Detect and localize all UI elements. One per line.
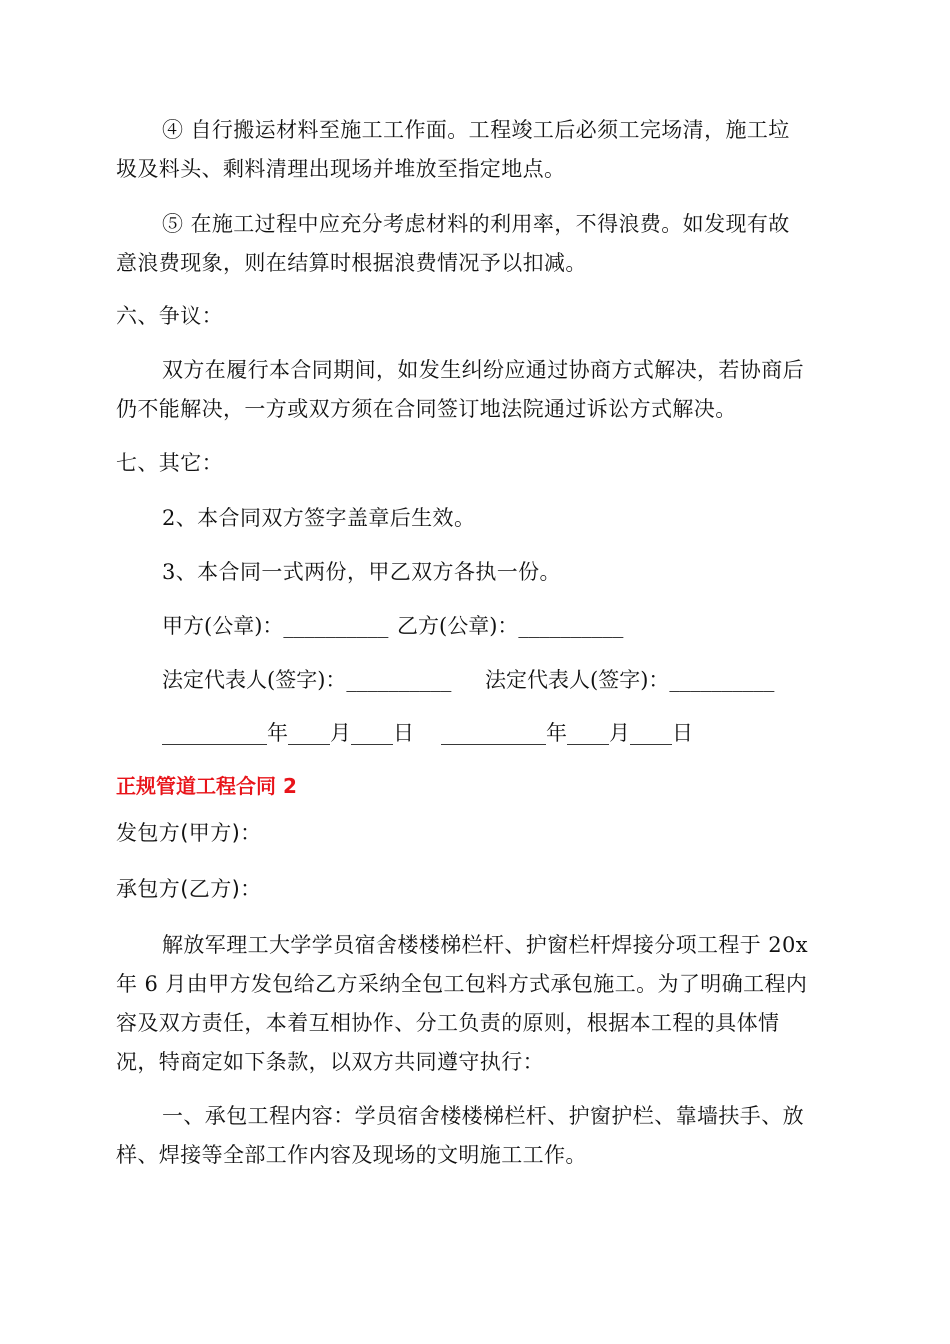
other-item-2: 2、本合同双方签字盖章后生效。 bbox=[162, 506, 476, 530]
other-item-3: 3、本合同一式两份，甲乙双方各执一份。 bbox=[162, 560, 561, 584]
party-a-seal-field: 甲方(公章)：__________ bbox=[162, 614, 389, 638]
rep-a-sign-field: 法定代表人(签字)：__________ bbox=[162, 668, 452, 692]
other-title: 七、其它： bbox=[116, 451, 223, 475]
rep-b-sign-field: 法定代表人(签字)：__________ bbox=[485, 668, 775, 692]
scope-line-1: 一、承包工程内容：学员宿舍楼楼梯栏杆、护窗护栏、靠墙扶手、放 bbox=[162, 1104, 804, 1128]
dispute-body-line-2: 仍不能解决，一方或双方须在合同签订地法院通过诉讼方式解决。 bbox=[116, 397, 737, 421]
intro-line-4: 况，特商定如下条款，以双方共同遵守执行： bbox=[116, 1050, 544, 1074]
scope-line-2: 样、焊接等全部工作内容及现场的文明施工工作。 bbox=[116, 1143, 587, 1167]
dispute-body-line-1: 双方在履行本合同期间，如发生纠纷应通过协商方式解决，若协商后 bbox=[162, 358, 804, 382]
intro-line-1: 解放军理工大学学员宿舍楼楼梯栏杆、护窗栏杆焊接分项工程于 20x bbox=[162, 933, 809, 957]
employer-label: 发包方(甲方)： bbox=[116, 821, 262, 845]
item-5-line-2: 意浪费现象，则在结算时根据浪费情况予以扣减。 bbox=[116, 251, 587, 275]
dispute-title: 六、争议： bbox=[116, 304, 223, 328]
date-a-field: __________年____月____日 bbox=[162, 721, 414, 745]
date-b-field: __________年____月____日 bbox=[441, 721, 693, 745]
item-5-line-1: ⑤ 在施工过程中应充分考虑材料的利用率，不得浪费。如发现有故 bbox=[162, 212, 790, 236]
intro-line-3: 容及双方责任，本着互相协作、分工负责的原则，根据本工程的具体情 bbox=[116, 1011, 780, 1035]
party-b-seal-field: 乙方(公章)：__________ bbox=[397, 614, 624, 638]
contract-2-title: 正规管道工程合同 2 bbox=[116, 774, 297, 798]
item-4-line-1: ④ 自行搬运材料至施工工作面。工程竣工后必须工完场清，施工垃 bbox=[162, 118, 790, 142]
item-4-line-2: 圾及料头、剩料清理出现场并堆放至指定地点。 bbox=[116, 157, 566, 181]
intro-line-2: 年 6 月由甲方发包给乙方采纳全包工包料方式承包施工。为了明确工程内 bbox=[116, 972, 808, 996]
contractor-label: 承包方(乙方)： bbox=[116, 877, 262, 901]
